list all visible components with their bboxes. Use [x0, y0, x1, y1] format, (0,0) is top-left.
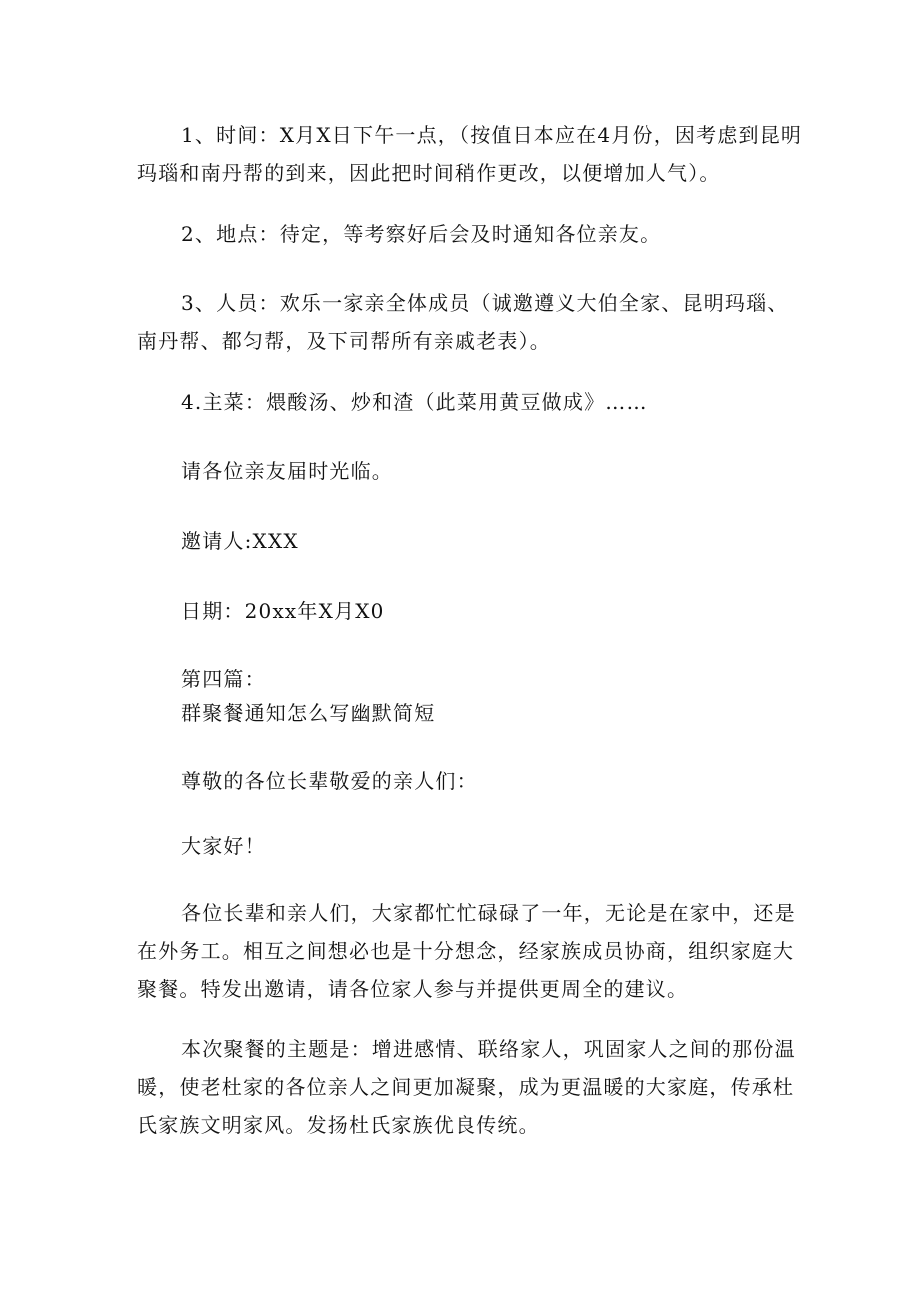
- paragraph-main-dish: 4.主菜：煨酸汤、炒和渣（此菜用黄豆做成》……: [181, 390, 648, 414]
- date-line: 日期：20xx年X月X0: [181, 599, 385, 623]
- salutation: 尊敬的各位长辈敬爱的亲人们：: [181, 769, 478, 793]
- paragraph-invitation-body: 各位长辈和亲人们，大家都忙忙碌碌了一年，无论是在家中，还是在外务工。相互之间想必也是十分想念，经家族成员协商，组织家庭大聚餐。特发出邀请，请各位家人参与并提供更周全的建议。: [137, 901, 796, 1001]
- section-heading: 第四篇：: [181, 667, 266, 691]
- paragraph-theme: 本次聚餐的主题是：增进感情、联络家人，巩固家人之间的那份温暖，使老杜家的各位亲人之间更加凝聚，成为更温暖的大家庭，传承杜氏家族文明家风。发扬杜氏家族优良传统。: [137, 1037, 796, 1137]
- paragraph-location: 2、地点：待定，等考察好后会及时通知各位亲友。: [181, 222, 662, 246]
- paragraph-time: 1、时间：X月X日下午一点，（按值日本应在4月份，因考虑到昆明玛瑙和南丹帮的到来，因此把时间稍作更改，以便增加人气）。: [137, 123, 803, 185]
- paragraph-attendees: 3、人员：欢乐一家亲全体成员（诚邀遵义大伯全家、昆明玛瑙、南丹帮、都匀帮，及下司帮所有亲戚老表）。: [137, 291, 789, 353]
- section-title: 群聚餐通知怎么写幽默简短: [181, 701, 436, 725]
- greeting: 大家好！: [181, 834, 266, 858]
- paragraph-invitation: 请各位亲友届时光临。: [181, 459, 393, 483]
- inviter-line: 邀请人:XXX: [181, 529, 299, 553]
